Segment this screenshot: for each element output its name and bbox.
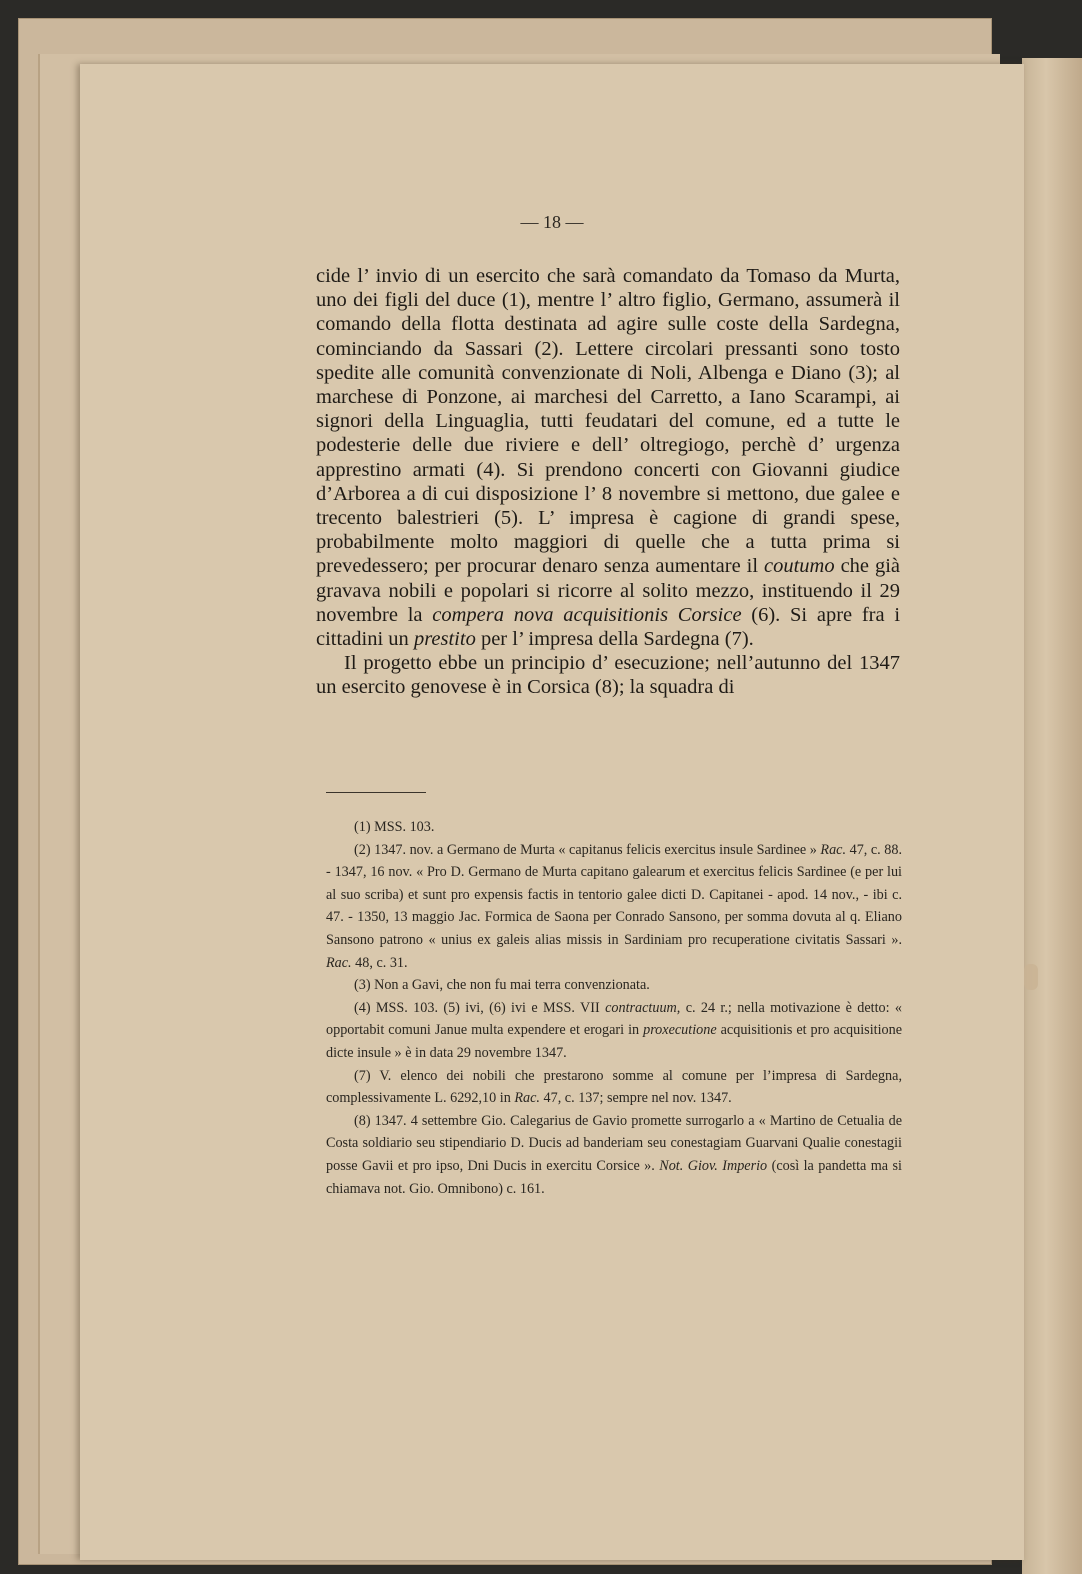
footnote-4: (4) MSS. 103. (5) ivi, (6) ivi e MSS. VII contractuum, c. 24 r.; nella motivazione è detto: « opportabit comuni Janue multa expendere et erogari in proxecutione acquisitionis et pro acquisitione dicte insule » è in data 29 novembre 1347.: [326, 999, 903, 1061]
page-number: — 18 —: [520, 212, 584, 232]
paragraph-2: Il progetto ebbe un principio d’ esecuzione; nell’autunno del 1347 un esercito genovese è in Corsica (8); la squadra di: [316, 652, 900, 699]
footnote-divider: [326, 792, 426, 793]
right-page-edge: [1022, 58, 1082, 1574]
paragraph-1: cide l’ invio di un esercito che sarà comandato da Tomaso da Murta, uno dei figli del duce (1), mentre l’ altro figlio, Germano, assumerà il comando della flotta destinata ad agire sulle coste della Sardegna, cominciando da Sassari (2). Lettere circolari pressanti sono tosto spedite alle comunità convenzionate di Noli, Albenga e Diano (3); al marchese di Ponzone, ai marchesi del Carretto, a Iano Scarampi, ai signori della Linguaglia, tutti feudatari del comune, ed a tutte le podesterie delle due riviere e dell’ oltregiogo, perchè d’ urgenza apprestino armati (4). Si prendono concerti con Giovanni giudice d’Arborea a di cui disposizione l’ 8 novembre si mettono, due galee e trecento balestrieri (5). L’ impresa è cagione di grandi spese, probabilmente molto maggiori di quelle che a tutta prima si prevedessero; per procurar denaro senza aumentare il coutumo che già gravava nobili e popolari si ricorre al solito mezzo, instituendo il 29 novembre la compera nova acquisitionis Corsice (6). Si apre fra i cittadini un prestito per l’ impresa della Sardegna (7).: [316, 265, 901, 651]
footnote-1: (1) MSS. 103.: [354, 819, 435, 835]
footnotes: [326, 816, 902, 1200]
paper-stain: [1024, 964, 1038, 990]
footnote-7: (7) V. elenco dei nobili che prestarono somme al comune per l’impresa di Sardegna, complessivamente L. 6292,10 in Rac. 47, c. 137; sempre nel nov. 1347.: [326, 1067, 902, 1107]
body-text: [316, 264, 900, 700]
footnote-8: (8) 1347. 4 settembre Gio. Calegarius de Gavio promette surrogarlo a « Martino de Cetualia de Costa soldiario seu stipendiario D. Ducis ad banderiam seu conestagiam Guarvani Qualie conestagii posse Gavii et pro ipso, Dni Ducis in exercitu Corsice ». Not. Giov. Imperio (così la pandetta ma si chiamava not. Gio. Omnibono) c. 161.: [326, 1112, 902, 1197]
document-page: [80, 64, 1024, 1560]
footnote-2: (2) 1347. nov. a Germano de Murta « capitanus felicis exercitus insule Sardinee » Rac. 47, c. 88. - 1347, 16 nov. « Pro D. Germano de Murta capitano galearum et exercitus felicis Sardinee (e per lui al suo scriba) et sunt pro expensis factis in tentorio galee dicti D. Capitanei - apod. 14 nov., - ibi c. 47. - 1350, 13 maggio Jac. Formica de Saona per Conrado Sansono, per somma dovuta al q. Eliano Sansono patrono « unius ex galeis alias missis in Sardiniam pro recuperatione civitatis Sassari ». Rac. 48, c. 31.: [326, 841, 903, 971]
footnote-3: (3) Non a Gavi, che non fu mai terra convenzionata.: [354, 977, 650, 994]
